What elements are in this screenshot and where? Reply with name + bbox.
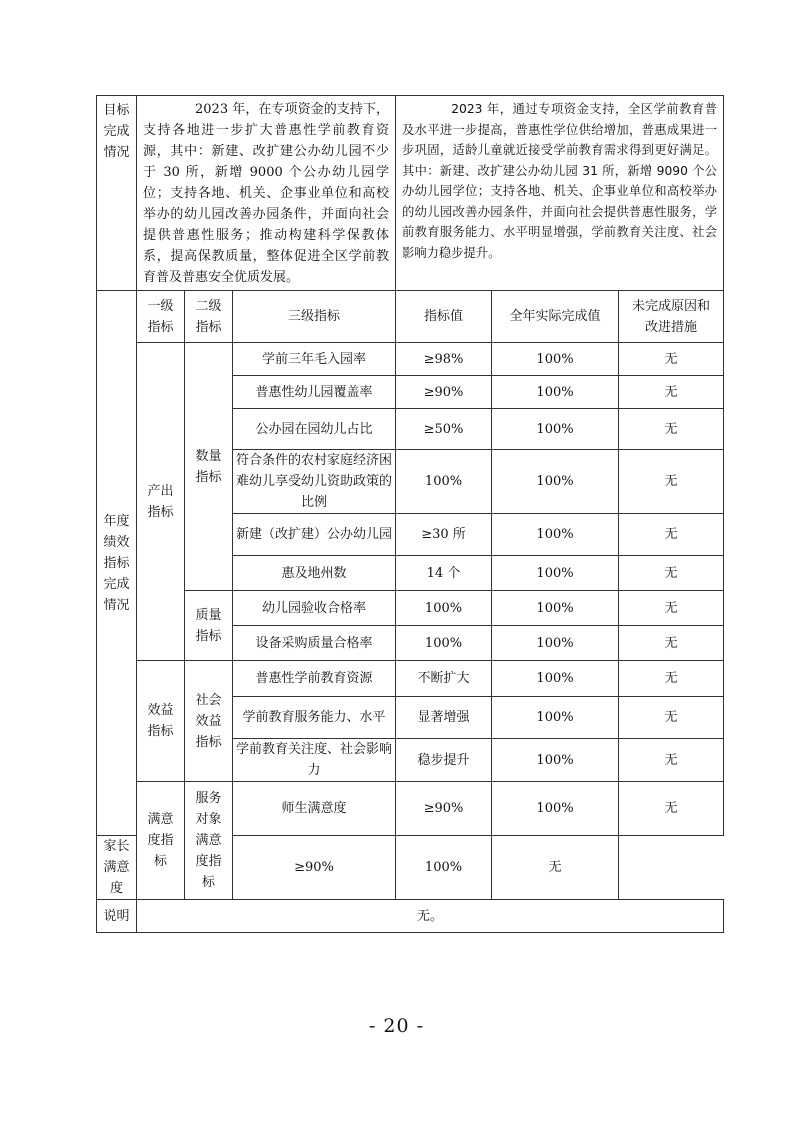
level1-output: 产出 指标 <box>137 343 185 661</box>
row-name: 幼儿园验收合格率 <box>233 591 396 626</box>
row-name: 符合条件的农村家庭经济困难幼儿享受幼儿资助政策的比例 <box>233 450 396 514</box>
note-row <box>97 900 724 933</box>
page-number: - 20 - <box>368 1015 425 1037</box>
row-target: 14 个 <box>396 556 492 591</box>
row-remark: 无 <box>619 376 724 409</box>
header-level1: 一级 指标 <box>137 291 185 343</box>
table-row <box>97 661 724 697</box>
row-actual: 100% <box>492 409 619 450</box>
row-actual: 100% <box>492 343 619 376</box>
table-row <box>97 782 724 836</box>
row-name: 惠及地州数 <box>233 556 396 591</box>
row-target: 100% <box>396 450 492 514</box>
header-actual: 全年实际完成值 <box>492 291 619 343</box>
row-name: 学前三年毛入园率 <box>233 343 396 376</box>
row-name: 学前教育服务能力、水平 <box>233 697 396 739</box>
row-remark: 无 <box>619 343 724 376</box>
row-remark: 无 <box>492 836 619 900</box>
row-remark: 无 <box>619 626 724 661</box>
objective-achieved-text: 2023 年，通过专项资金支持，全区学前教育普及水平进一步提高，普惠性学位供给增加，普惠成果进一步巩固，适龄儿童就近接受学前教育需求得到更好满足。其中：新建、改扩建公办幼儿园 31 所，新增 9090 个公办幼儿园学位；支持各地、机关、企事业单位和高校举办的幼儿园改善办园条件，并面向社会提供普惠性服务，学前教育服务能力、水平明显增强，学前教育关注度、社会影响力稳步提升。 <box>402 102 718 260</box>
row-name: 家长满意度 <box>97 836 137 900</box>
row-name: 新建（改扩建）公办幼儿园 <box>233 514 396 556</box>
row-name: 师生满意度 <box>233 782 396 836</box>
row-target: 不断扩大 <box>396 661 492 697</box>
row-name: 普惠性幼儿园覆盖率 <box>233 376 396 409</box>
row-target: 100% <box>396 591 492 626</box>
row-actual: 100% <box>492 661 619 697</box>
row-target: 稳步提升 <box>396 739 492 782</box>
row-remark: 无 <box>619 697 724 739</box>
level2-quantity: 数量 指标 <box>185 343 233 591</box>
objective-row <box>97 96 724 291</box>
row-remark: 无 <box>619 782 724 836</box>
row-name: 设备采购质量合格率 <box>233 626 396 661</box>
objective-achieved <box>396 96 724 291</box>
level2-service: 服务 对象 满意 度指 标 <box>185 782 233 900</box>
row-remark: 无 <box>619 556 724 591</box>
row-target: ≥90% <box>396 376 492 409</box>
row-actual: 100% <box>492 697 619 739</box>
table-row <box>97 591 724 626</box>
level1-benefit: 效益 指标 <box>137 661 185 782</box>
objective-planned <box>137 96 396 291</box>
row-target: 100% <box>396 626 492 661</box>
row-remark: 无 <box>619 409 724 450</box>
row-remark: 无 <box>619 514 724 556</box>
performance-table-page <box>96 95 723 933</box>
header-row <box>97 291 724 343</box>
objective-planned-text: 2023 年，在专项资金的支持下，支持各地进一步扩大普惠性学前教育资源，其中：新建、改扩建公办幼儿园不少于 30 所，新增 9000 个公办幼儿园学位；支持各地、机关、企事业单位和高校举办的幼儿园改善办园条件，并面向社会提供普惠性服务；推动构建科学保教体系，提高保教质量，整体促进全区学前教育普及普惠安全优质发展。 <box>143 102 390 285</box>
note-value: 无。 <box>137 900 724 933</box>
row-remark: 无 <box>619 739 724 782</box>
section-label: 年度 绩效 指标 完成 情况 <box>97 291 137 836</box>
level2-social: 社会 效益 指标 <box>185 661 233 782</box>
row-target: ≥90% <box>233 836 396 900</box>
row-actual: 100% <box>492 591 619 626</box>
performance-table <box>96 95 724 933</box>
row-remark: 无 <box>619 450 724 514</box>
header-level2: 二级 指标 <box>185 291 233 343</box>
row-target: ≥98% <box>396 343 492 376</box>
header-remark: 未完成原因和 改进措施 <box>619 291 724 343</box>
header-target: 指标值 <box>396 291 492 343</box>
table-row <box>97 343 724 376</box>
row-actual: 100% <box>492 376 619 409</box>
row-actual: 100% <box>492 556 619 591</box>
row-target: ≥50% <box>396 409 492 450</box>
row-remark: 无 <box>619 661 724 697</box>
level2-quality: 质量 指标 <box>185 591 233 661</box>
row-remark: 无 <box>619 591 724 626</box>
row-actual: 100% <box>492 626 619 661</box>
level1-satisfaction: 满意 度指 标 <box>137 782 185 900</box>
objective-label: 目标 完成 情况 <box>97 96 137 291</box>
row-name: 学前教育关注度、社会影响力 <box>233 739 396 782</box>
row-name: 普惠性学前教育资源 <box>233 661 396 697</box>
header-level3: 三级指标 <box>233 291 396 343</box>
row-actual: 100% <box>492 514 619 556</box>
row-target: ≥90% <box>396 782 492 836</box>
note-label: 说明 <box>97 900 137 933</box>
row-actual: 100% <box>396 836 492 900</box>
row-actual: 100% <box>492 739 619 782</box>
row-name: 公办园在园幼儿占比 <box>233 409 396 450</box>
row-target: ≥30 所 <box>396 514 492 556</box>
row-actual: 100% <box>492 450 619 514</box>
row-target: 显著增强 <box>396 697 492 739</box>
row-actual: 100% <box>492 782 619 836</box>
